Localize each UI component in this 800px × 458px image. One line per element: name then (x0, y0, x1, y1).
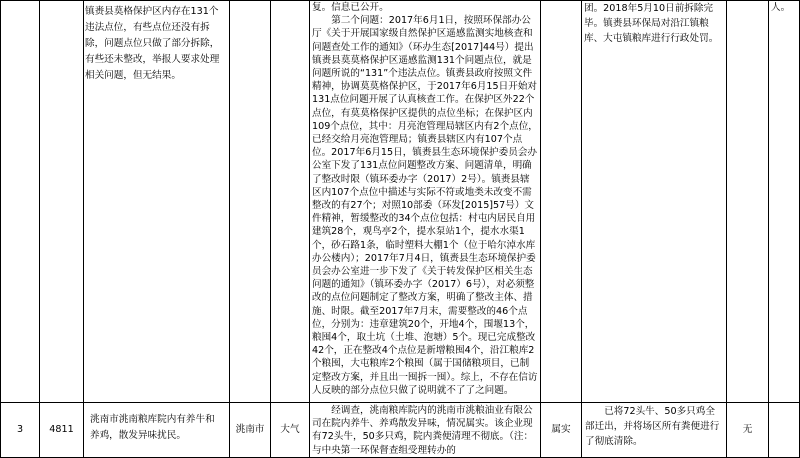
table-border-left (0, 0, 1, 458)
column-divider (726, 0, 727, 458)
column-divider (83, 0, 84, 458)
row3-id: 4811 (49, 424, 74, 436)
row3-issue: 洮南市洮南粮库院内有养牛和养鸡，散发异味扰民。 (90, 414, 215, 441)
row2-handling: 团。2018年5月10日前拆除完毕。镇赉县环保局对沿江镇粮库、大屯镇粮库进行行政处罚。 (584, 3, 719, 44)
column-divider (229, 0, 230, 458)
row3-findings: 经调查，洮南粮库院内的洮南市洮粮油业有限公司在院内养牛、养鸡散发异味，情况属实。该企业现有72头牛，50多只鸡，院内粪便清理不彻底。（注：与中央第一环保督查组受理转办的 (312, 405, 534, 456)
row2-findings-line: 复。信息已公开。 (312, 2, 389, 13)
column-divider (270, 0, 271, 458)
column-divider (768, 0, 769, 458)
row3-pollution-type: 大气 (280, 424, 300, 436)
row3-handling: 已将72头牛、50多只鸡全部迁出，并将场区所有粪便进行了彻底清除。 (585, 406, 720, 447)
row2-findings-paragraph: 第二个问题：2017年6月1日，按照环保部办公厅《关于开展国家级自然保护区遥感监测实地核查和问题查处工作的通知》（环办生态[2017]44号）提出镇赉县莫莫格保护区遥感监测131个问题点位，就是问题所说的“131”个违法点位。镇赉县政府按照文件精神，协调莫莫格保护区，于2017年6月15日开始对131点位问题开展了认真核查工作。在保护区外22个点位，有莫莫格保护区提供的点位坐标；在保护区内109个点位，其中：月亮泡管理局辖区内有2个点位，已经交给月亮泡管理局；镇赉县辖区内有107个点位。2017年6月15日，镇赉县生态环境保护委员会办公室下发了131点位问题整改方案、问题清单，明确了整改时限（镇环委办字（2017）2号）。镇赉县辖区内107个点位中描述与实际不符或地类未改变不需整改的有27个；对照10部委（环发[2015]57号）文件精神，暂缓整改的34个点位包括：村屯内居民自用建筑28个，观鸟亭2个，提水泵站1个，提水水渠1个，砂石路1条，临时塑料大棚1个（位于哈尔淖水库办公楼内）；2017年7月4日，镇赉县生态环境保护委员会办公室进一步下发了《关于转发保护区相关生态问题的通知》（镇环委办字（2017）6号），对必须整改的点位问题制定了整改方案，明确了整改主体、措施、时限。截至2017年7月末，需要整改的46个点位，分别为：违章建筑20个，开地4个，围堰13个，粮囤4个，取土坑（土堆、泡塘）5个。现已完成整改42个，正在整改4个点位是新增粮囤4个，沿江粮库2个粮囤，大屯粮库2个粮囤（属于国储粮项目，已制定整改方案，并且出一囤拆一囤）。综上，不存在信访人反映的部分点位只做了说明就不了了之问题。 (312, 15, 538, 396)
row3-accountability: 无 (742, 424, 753, 436)
row2-accountability: 人。 (771, 2, 791, 13)
row-divider (0, 402, 800, 403)
row3-index: 3 (16, 424, 24, 436)
row2-issue: 镇赉县莫格保护区内存在131个违法点位，有些点位还没有拆除，问题点位只做了部分拆除，有些还未整改，举报人要求处理相关问题，但无结果。 (85, 6, 220, 80)
column-divider (540, 0, 541, 458)
column-divider (581, 0, 582, 458)
row3-region: 洮南市 (235, 424, 265, 436)
row3-verdict: 属实 (551, 424, 571, 436)
row2-findings (312, 1, 538, 401)
column-divider (39, 0, 40, 458)
column-divider (309, 0, 310, 458)
